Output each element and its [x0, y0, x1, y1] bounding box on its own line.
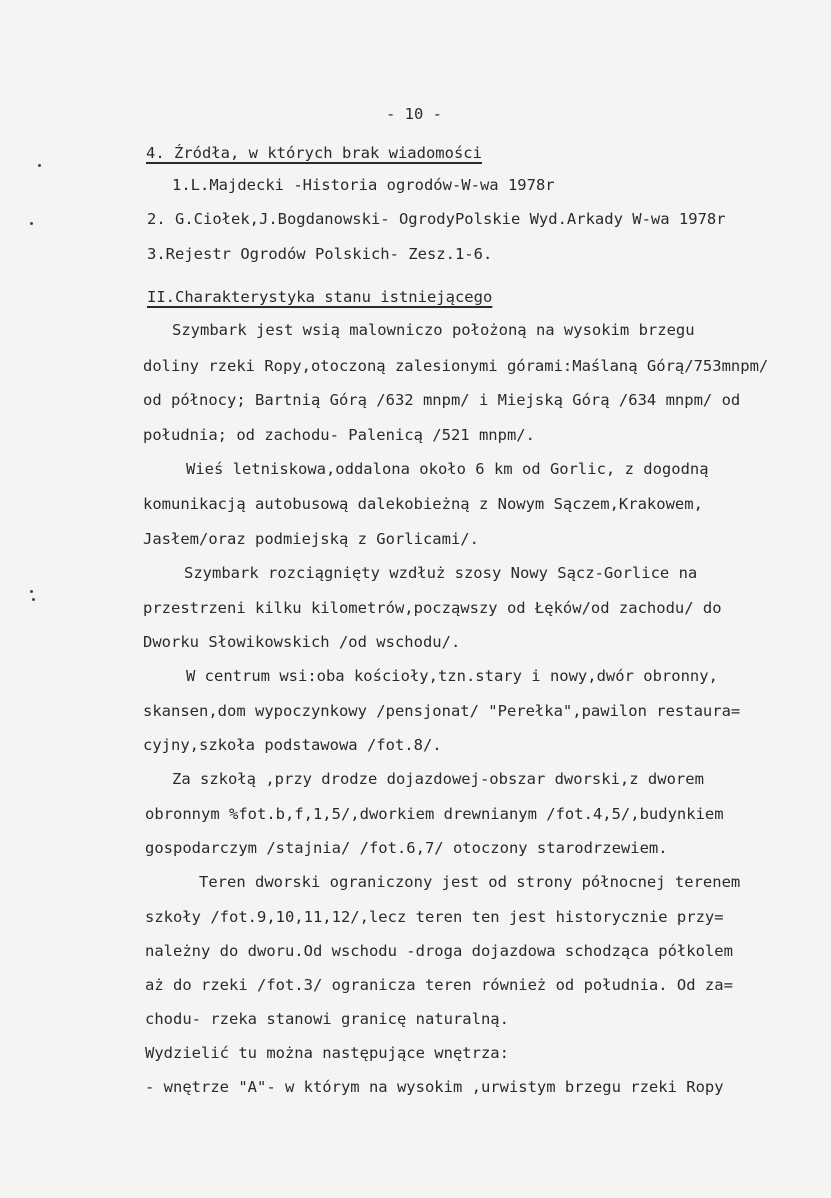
- page-number: - 10 -: [386, 105, 442, 123]
- margin-mark: [32, 598, 35, 601]
- section-heading-sources: 4. Źródła, w których brak wiadomości: [146, 144, 482, 162]
- body-line: komunikacją autobusową dalekobieżną z Nowym Sączem,Krakowem,: [143, 495, 703, 513]
- body-line: szkoły /fot.9,10,11,12/,lecz teren ten jest historycznie przy=: [145, 908, 724, 926]
- body-line: należny do dworu.Od wschodu -droga dojazdowa schodząca półkolem: [145, 942, 733, 960]
- body-line: południa; od zachodu- Palenicą /521 mnpm/.: [143, 426, 535, 444]
- body-line: Teren dworski ograniczony jest od strony północnej terenem: [199, 873, 741, 891]
- list-item: 2. G.Ciołek,J.Bogdanowski- OgrodyPolskie Wyd.Arkady W-wa 1978r: [147, 210, 726, 228]
- body-line: gospodarczym /stajnia/ /fot.6,7/ otoczony starodrzewiem.: [145, 839, 668, 857]
- body-line: Wydzielić tu można następujące wnętrza:: [145, 1044, 509, 1062]
- body-line: doliny rzeki Ropy,otoczoną zalesionymi górami:Maślaną Górą/753mnpm/: [143, 357, 769, 375]
- section-heading-characteristics: II.Charakterystyka stanu istniejącego: [147, 288, 493, 306]
- body-line: od północy; Bartnią Górą /632 mnpm/ i Miejską Górą /634 mnpm/ od: [143, 391, 741, 409]
- body-line: - wnętrze "A"- w którym na wysokim ,urwistym brzegu rzeki Ropy: [145, 1078, 724, 1096]
- body-line: skansen,dom wypoczynkowy /pensjonat/ "Perełka",pawilon restaura=: [143, 702, 741, 720]
- margin-mark: [30, 222, 33, 225]
- list-item: 3.Rejestr Ogrodów Polskich- Zesz.1-6.: [147, 245, 493, 263]
- body-line: Wieś letniskowa,oddalona około 6 km od Gorlic, z dogodną: [186, 460, 709, 478]
- body-line: chodu- rzeka stanowi granicę naturalną.: [145, 1010, 509, 1028]
- body-line: Jasłem/oraz podmiejską z Gorlicami/.: [143, 530, 479, 548]
- body-line: aż do rzeki /fot.3/ ogranicza teren również od południa. Od za=: [145, 976, 733, 994]
- body-line: Za szkołą ,przy drodze dojazdowej-obszar dworski,z dworem: [172, 770, 704, 788]
- body-line: cyjny,szkoła podstawowa /fot.8/.: [143, 736, 442, 754]
- margin-mark: [38, 164, 41, 167]
- body-line: przestrzeni kilku kilometrów,począwszy od Łęków/od zachodu/ do: [143, 599, 722, 617]
- body-line: Szymbark rozciągnięty wzdłuż szosy Nowy Sącz-Gorlice na: [184, 564, 698, 582]
- body-line: obronnym %fot.b,f,1,5/,dworkiem drewnianym /fot.4,5/,budynkiem: [145, 805, 724, 823]
- body-line: Dworku Słowikowskich /od wschodu/.: [143, 633, 461, 651]
- body-line: Szymbark jest wsią malowniczo położoną na wysokim brzegu: [172, 321, 695, 339]
- body-line: W centrum wsi:oba kościoły,tzn.stary i nowy,dwór obronny,: [186, 667, 718, 685]
- margin-mark: [30, 590, 33, 593]
- list-item: 1.L.Majdecki -Historia ogrodów-W-wa 1978r: [172, 176, 555, 194]
